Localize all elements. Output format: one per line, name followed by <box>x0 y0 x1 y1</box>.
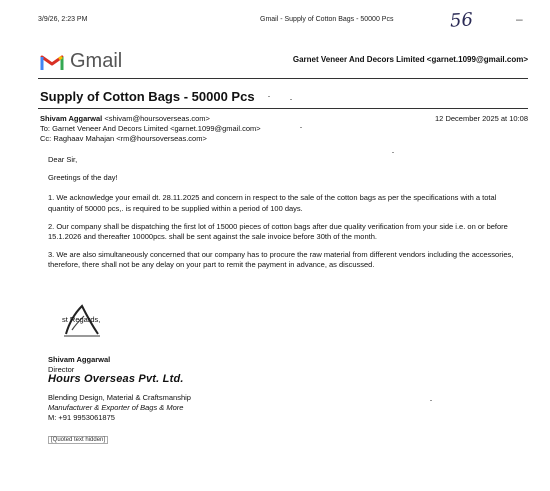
closing-regards: st Regards, <box>62 315 101 324</box>
email-body <box>48 155 518 279</box>
email-date: 12 December 2025 at 10:08 <box>435 114 528 123</box>
scan-speck <box>300 127 302 128</box>
cc-line: Cc: Raghaav Mahajan <rm@hoursoverseas.com> <box>40 134 207 143</box>
quoted-text-toggle[interactable]: [Quoted text hidden] <box>48 436 108 444</box>
scan-speck <box>290 99 292 100</box>
subject-divider <box>38 108 528 109</box>
print-title: Gmail - Supply of Cotton Bags - 50000 Pcs <box>260 16 394 23</box>
print-datetime: 3/9/26, 2:23 PM <box>38 16 88 23</box>
signature-phone: M: +91 9953061875 <box>48 413 115 422</box>
scan-speck <box>392 152 394 153</box>
greeting: Greetings of the day! <box>48 173 118 183</box>
salutation: Dear Sir, <box>48 155 78 164</box>
scan-speck <box>268 96 270 97</box>
signature-role: Director <box>48 365 75 374</box>
signature-tagline <box>48 393 191 423</box>
sender-line <box>40 114 261 124</box>
body-paragraph: 2. Our company shall be dispatching the first lot of 15000 pieces of cotton bags after due quality verification from your side i.e. on or before 15.1.2026 and thereafter 10000pcs. shall be sent against the sale invoice before 30th of the month. <box>48 221 508 242</box>
to-line: To: Garnet Veneer And Decors Limited <garnet.1099@gmail.com> <box>40 124 261 133</box>
sender-name[interactable]: Shivam Aggarwal <box>40 114 103 123</box>
signature-name: Shivam Aggarwal <box>48 355 111 364</box>
gmail-wordmark: Gmail <box>70 50 123 72</box>
gmail-logo[interactable] <box>40 50 122 73</box>
tagline-line-2: Manufacturer & Exporter of Bags & More <box>48 403 184 412</box>
header-divider <box>38 78 528 79</box>
sender-email[interactable]: <shivam@hoursoverseas.com> <box>104 114 210 123</box>
email-subject: Supply of Cotton Bags - 50000 Pcs <box>40 89 255 104</box>
email-meta <box>40 114 261 144</box>
signature-company: Hours Overseas Pvt. Ltd. <box>48 373 184 385</box>
account-label: Garnet Veneer And Decors Limited <garnet.1099@gmail.com> <box>292 55 528 64</box>
gmail-m-icon <box>40 53 64 71</box>
body-paragraph: 3. We are also simultaneously concerned that our company has to procure the raw material from different vendors including the accessories, therefore, there shall not be any delay on your part to remit the payment in advance, as discussed. <box>48 250 514 270</box>
tagline-line-1: Blending Design, Material & Craftsmanship <box>48 393 191 402</box>
scan-speck <box>430 400 432 401</box>
pen-mark: – <box>516 12 523 26</box>
body-paragraph: 1. We acknowledge your email dt. 28.11.2025 and concern in respect to the sale of the cotton bags as per the specifications with a total quantity of 50000 pcs,. is required to be supplied within a period of 100 days. <box>48 193 497 213</box>
handwritten-number: 56 <box>449 9 474 32</box>
